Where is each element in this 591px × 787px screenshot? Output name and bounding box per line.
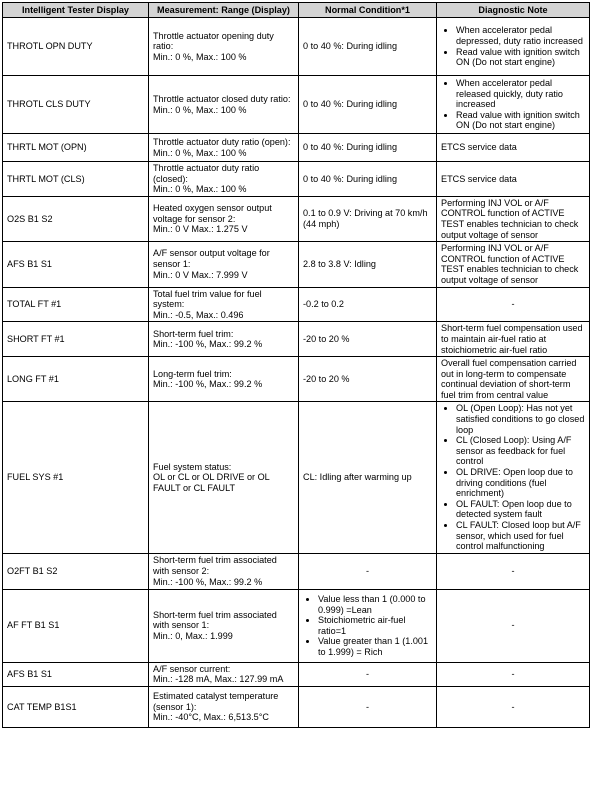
diagnostic-note-cell: - — [437, 287, 590, 322]
bullet-item: • When accelerator pedal depressed, duty ratio increased — [456, 25, 585, 46]
diagnostic-note-cell: Performing INJ VOL or A/F CONTROL function of ACTIVE TEST enables technician to check output voltage of sensor — [437, 242, 590, 287]
normal-condition-cell: - — [299, 553, 437, 589]
normal-condition-cell: -20 to 20 % — [299, 357, 437, 402]
tester-display-cell: TOTAL FT #1 — [3, 287, 149, 322]
diagnostic-note-cell: Short-term fuel compensation used to maintain air-fuel ratio at stoichiometric air-fuel ratio — [437, 322, 590, 357]
diagnostic-note-cell: - — [437, 662, 590, 686]
normal-condition-cell: 0 to 40 %: During idling — [299, 18, 437, 76]
normal-condition-cell-list — [303, 594, 432, 658]
diagnostic-note-cell: - — [437, 589, 590, 662]
tester-display-cell: THROTL OPN DUTY — [3, 18, 149, 76]
tester-display-cell: AFS B1 S1 — [3, 242, 149, 287]
diagnostic-note-cell-list — [441, 403, 585, 551]
table-row — [3, 76, 590, 134]
bullet-item: • CL FAULT: Closed loop but A/F sensor, which used for fuel control malfunctioning — [456, 520, 585, 552]
data-list-table — [2, 2, 590, 728]
diagnostic-note-cell: Performing INJ VOL or A/F CONTROL function of ACTIVE TEST enables technician to check output voltage of sensor — [437, 196, 590, 241]
measurement-range-cell: Short-term fuel trim associated with sensor 2: Min.: -100 %, Max.: 99.2 % — [149, 553, 299, 589]
diagnostic-note-cell — [437, 18, 590, 76]
diagnostic-note-cell — [437, 76, 590, 134]
normal-condition-cell — [299, 589, 437, 662]
table-row — [3, 322, 590, 357]
table-row — [3, 589, 590, 662]
table-row — [3, 162, 590, 197]
normal-condition-cell: - — [299, 662, 437, 686]
bullet-item: • OL FAULT: Open loop due to detected system fault — [456, 499, 585, 520]
table-row — [3, 18, 590, 76]
measurement-range-cell: Estimated catalyst temperature (sensor 1): Min.: -40°C, Max.: 6,513.5°C — [149, 686, 299, 727]
header-display: Intelligent Tester Display — [3, 3, 149, 18]
measurement-range-cell: Throttle actuator closed duty ratio: Min.: 0 %, Max.: 100 % — [149, 76, 299, 134]
measurement-range-cell: Short-term fuel trim associated with sensor 1: Min.: 0, Max.: 1.999 — [149, 589, 299, 662]
bullet-item: • Read value with ignition switch ON (Do not start engine) — [456, 110, 585, 131]
header-measurement: Measurement: Range (Display) — [149, 3, 299, 18]
measurement-range-cell: A/F sensor current: Min.: -128 mA, Max.: 127.99 mA — [149, 662, 299, 686]
diagnostic-note-cell: - — [437, 686, 590, 727]
tester-display-cell: AF FT B1 S1 — [3, 589, 149, 662]
table-body — [3, 18, 590, 728]
bullet-item: • Value greater than 1 (1.001 to 1.999) = Rich — [318, 636, 432, 657]
tester-display-cell: FUEL SYS #1 — [3, 402, 149, 553]
diagnostic-note-cell: - — [437, 553, 590, 589]
measurement-range-cell: Heated oxygen sensor output voltage for sensor 2: Min.: 0 V Max.: 1.275 V — [149, 196, 299, 241]
measurement-range-cell: Throttle actuator duty ratio (closed): Min.: 0 %, Max.: 100 % — [149, 162, 299, 197]
table-row — [3, 357, 590, 402]
diagnostic-note-cell-list — [441, 25, 585, 67]
diagnostic-note-cell-list — [441, 78, 585, 131]
table-row — [3, 402, 590, 553]
table-row — [3, 662, 590, 686]
bullet-item: • Value less than 1 (0.000 to 0.999) =Lean — [318, 594, 432, 615]
tester-display-cell: AFS B1 S1 — [3, 662, 149, 686]
tester-display-cell: THROTL CLS DUTY — [3, 76, 149, 134]
header-diagnostic-note: Diagnostic Note — [437, 3, 590, 18]
measurement-range-cell: Short-term fuel trim: Min.: -100 %, Max.: 99.2 % — [149, 322, 299, 357]
normal-condition-cell: 0 to 40 %: During idling — [299, 134, 437, 162]
tester-display-cell: CAT TEMP B1S1 — [3, 686, 149, 727]
header-normal-condition: Normal Condition*1 — [299, 3, 437, 18]
tester-display-cell: SHORT FT #1 — [3, 322, 149, 357]
measurement-range-cell: Long-term fuel trim: Min.: -100 %, Max.: 99.2 % — [149, 357, 299, 402]
bullet-item: • OL DRIVE: Open loop due to driving conditions (fuel enrichment) — [456, 467, 585, 499]
bullet-item: • Read value with ignition switch ON (Do not start engine) — [456, 47, 585, 68]
tester-display-cell: O2S B1 S2 — [3, 196, 149, 241]
table-row — [3, 686, 590, 727]
table-row — [3, 553, 590, 589]
normal-condition-cell: CL: Idling after warming up — [299, 402, 437, 553]
normal-condition-cell: -20 to 20 % — [299, 322, 437, 357]
table-row — [3, 134, 590, 162]
diagnostic-note-cell: ETCS service data — [437, 134, 590, 162]
normal-condition-cell: 2.8 to 3.8 V: Idling — [299, 242, 437, 287]
normal-condition-cell: - — [299, 686, 437, 727]
measurement-range-cell: Total fuel trim value for fuel system: Min.: -0.5, Max.: 0.496 — [149, 287, 299, 322]
bullet-item: • When accelerator pedal released quickly, duty ratio increased — [456, 78, 585, 110]
diagnostic-note-cell — [437, 402, 590, 553]
bullet-item: • OL (Open Loop): Has not yet satisfied conditions to go closed loop — [456, 403, 585, 435]
table-row — [3, 196, 590, 241]
diagnostic-note-cell: Overall fuel compensation carried out in long-term to compensate continual deviation of short-term fuel trim from central value — [437, 357, 590, 402]
tester-display-cell: THRTL MOT (OPN) — [3, 134, 149, 162]
table-row — [3, 287, 590, 322]
table-row — [3, 242, 590, 287]
diagnostic-note-cell: ETCS service data — [437, 162, 590, 197]
measurement-range-cell: Fuel system status: OL or CL or OL DRIVE or OL FAULT or CL FAULT — [149, 402, 299, 553]
bullet-item: • CL (Closed Loop): Using A/F sensor as feedback for fuel control — [456, 435, 585, 467]
normal-condition-cell: 0.1 to 0.9 V: Driving at 70 km/h (44 mph) — [299, 196, 437, 241]
measurement-range-cell: Throttle actuator opening duty ratio: Min.: 0 %, Max.: 100 % — [149, 18, 299, 76]
normal-condition-cell: 0 to 40 %: During idling — [299, 76, 437, 134]
bullet-item: • Stoichiometric air-fuel ratio=1 — [318, 615, 432, 636]
measurement-range-cell: Throttle actuator duty ratio (open): Min.: 0 %, Max.: 100 % — [149, 134, 299, 162]
normal-condition-cell: 0 to 40 %: During idling — [299, 162, 437, 197]
tester-display-cell: O2FT B1 S2 — [3, 553, 149, 589]
tester-display-cell: THRTL MOT (CLS) — [3, 162, 149, 197]
measurement-range-cell: A/F sensor output voltage for sensor 1: Min.: 0 V Max.: 7.999 V — [149, 242, 299, 287]
normal-condition-cell: -0.2 to 0.2 — [299, 287, 437, 322]
header-row — [3, 3, 590, 18]
tester-display-cell: LONG FT #1 — [3, 357, 149, 402]
